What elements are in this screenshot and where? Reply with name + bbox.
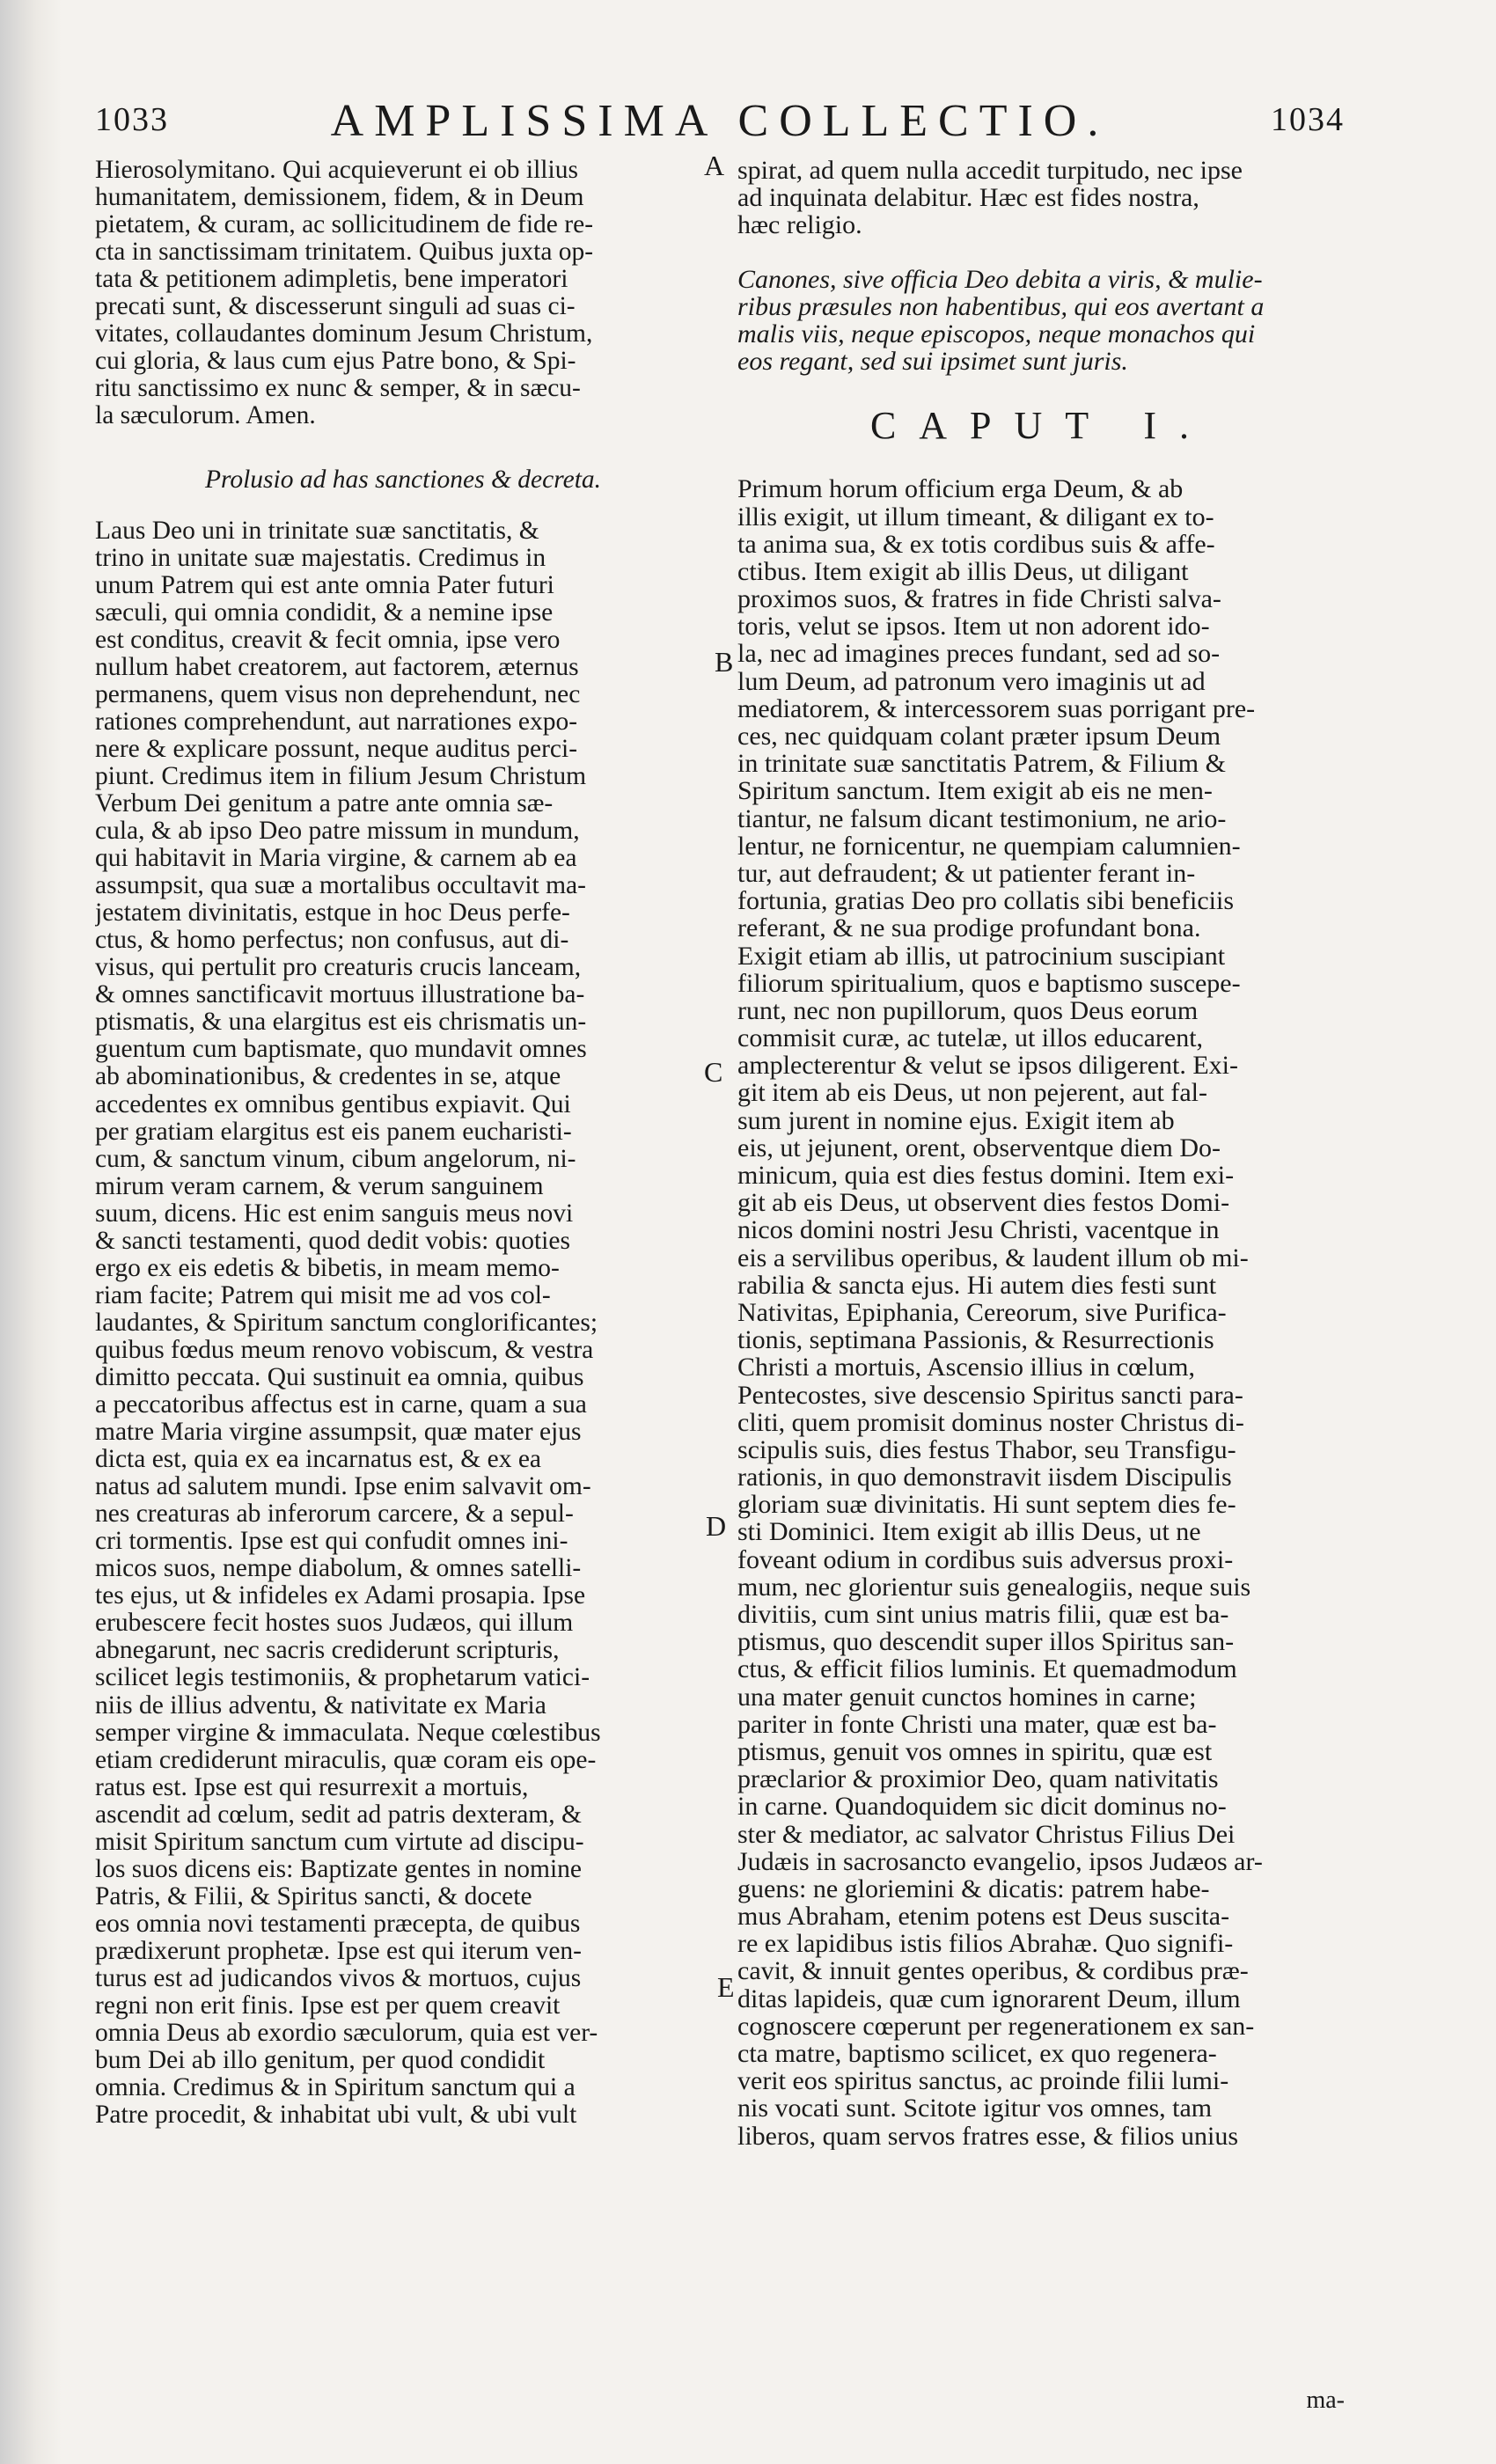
text-line: hæc religio. [737, 210, 862, 240]
text-line: git item ab eis Deus, ut non pejerent, aut fal- [737, 1078, 1208, 1108]
text-line: & omnes sanctificavit mortuus illustratione ba- [95, 980, 585, 1009]
text-line: nes creaturas ab inferorum carcere, & a sepul- [95, 1500, 574, 1529]
text-line: in trinitate suæ sanctitatis Patrem, & Filium & [737, 749, 1226, 779]
text-line: misit Spiritum sanctum cum virtute ad discipu- [95, 1827, 584, 1856]
text-line: vitates, collaudantes dominum Jesum Christum, [95, 319, 593, 348]
text-line: precati sunt, & discesserunt singuli ad suas ci- [95, 292, 576, 321]
text-line: omnia Deus ab exordio sæculorum, quia est ver- [95, 2019, 598, 2048]
text-line: Primum horum officium erga Deum, & ab [737, 474, 1184, 504]
text-line: ptismus, genuit vos omnes in spiritu, quæ est [737, 1736, 1213, 1766]
text-line: abnegarunt, nec sacris crediderunt scripturis, [95, 1636, 560, 1665]
text-line: cui gloria, & laus cum ejus Patre bono, & Spi- [95, 347, 576, 376]
text-line: mus Abraham, etenim potens est Deus suscita- [737, 1902, 1230, 1932]
text-line: Verbum Dei genitum a patre ante omnia sæ- [95, 788, 554, 818]
text-line: los suos dicens eis: Baptizate gentes in nomine [95, 1854, 583, 1883]
running-header [95, 93, 1345, 150]
text-line: in carne. Quandoquidem sic dicit dominus no- [737, 1792, 1227, 1822]
text-line: guentum cum baptismate, quo mundavit omnes [95, 1035, 587, 1064]
text-line: sæculi, qui omnia condidit, & a nemine ipse [95, 598, 554, 627]
text-line: sti Dominici. Item exigit ab illis Deus, ut ne [737, 1517, 1201, 1547]
section-heading: Prolusio ad has sanctiones & decreta. [204, 466, 602, 495]
text-line: permanens, quem visus non deprehendunt, nec [95, 679, 581, 708]
text-line: scilicet legis testimoniis, & prophetarum vatici- [95, 1663, 590, 1692]
spacer [737, 239, 1345, 266]
text-line: una mater genuit cunctos homines in carne; [737, 1682, 1197, 1712]
text-line: Laus Deo uni in trinitate suæ sanctitatis, & [95, 516, 539, 545]
text-line: re ex lapidibus istis filios Abrahæ. Quo signifi- [737, 1929, 1234, 1959]
text-line: unum Patrem qui est ante omnia Pater futuri [95, 570, 554, 599]
text-line: qui habitavit in Maria virgine, & carnem ab ea [95, 844, 577, 873]
text-line: pietatem, & curam, ac sollicitudinem de fide re- [95, 210, 594, 239]
text-line: erubescere fecit hostes suos Judæos, qui illum [95, 1609, 574, 1638]
text-line: ctus, & efficit filios luminis. Et quemadmodum [737, 1654, 1237, 1684]
catchword: ma- [1306, 2387, 1345, 2414]
text-line: suum, dicens. Hic est enim sanguis meus novi [95, 1199, 574, 1228]
text-line: Pentecostes, sive descensio Spiritus sancti para- [737, 1380, 1243, 1410]
text-line: ab abominationibus, & credentes in se, atque [95, 1062, 561, 1091]
text-line: a peccatoribus affectus est in carne, quam a sua [95, 1390, 587, 1419]
margin-letter-b: B [715, 646, 734, 678]
text-line: trino in unitate suæ majestatis. Credimus in [95, 543, 546, 572]
text-line: tes ejus, ut & infideles ex Adami prosapia. Ipse [95, 1581, 586, 1610]
text-line: git ab eis Deus, ut observent dies festos Domi- [737, 1188, 1230, 1218]
text-line: dicta est, quia ex ea incarnatus est, & ex ea [95, 1445, 542, 1474]
text-line: eis a servilibus operibus, & laudent illum ob mi- [737, 1243, 1249, 1272]
text-line: illis exigit, ut illum timeant, & diligant ex to- [737, 502, 1214, 532]
text-line: nis vocati sunt. Scitote igitur vos omnes, tam [737, 2094, 1213, 2123]
text-line: Hierosolymitano. Qui acquieverunt ei ob illius [95, 157, 578, 184]
text-line: tata & petitionem adimpletis, bene imperatori [95, 265, 568, 294]
margin-letter-d: D [706, 1510, 727, 1542]
text-line: verit eos spiritus sanctus, ac proinde filii lumi- [737, 2066, 1229, 2096]
text-line: tur, aut defraudent; & ut patienter ferant in- [737, 858, 1196, 888]
text-line: fortunia, gratias Deo pro collatis sibi beneficiis [737, 886, 1235, 916]
text-line: mirum veram carnem, & verum sanguinem [95, 1171, 544, 1200]
text-line: divitiis, cum sint unius matris filii, quæ est ba- [737, 1600, 1229, 1629]
text-line: nere & explicare possunt, neque auditus perci- [95, 734, 578, 763]
spacer [737, 375, 1345, 394]
chapter-heading: CAPUT I. [869, 404, 1213, 448]
right-page-number: 1034 [1271, 101, 1345, 138]
text-line: guens: ne gloriemini & dicatis: patrem habe- [737, 1874, 1210, 1903]
text-line: cta matre, baptismo scilicet, ex quo regenera- [737, 2039, 1217, 2068]
spacer [95, 495, 711, 517]
text-line: ta anima sua, & ex totis cordibus suis & affe- [737, 529, 1215, 559]
text-line: lum Deum, ad patronum vero imaginis ut ad [737, 666, 1206, 696]
left-column [95, 157, 711, 2129]
text-line: ctus, & homo perfectus; non confusus, aut di- [95, 926, 569, 955]
text-line: est conditus, creavit & fecit omnia, ipse vero [95, 625, 561, 654]
text-line: ptismatis, & una elargitus est eis chrismatis un- [95, 1008, 587, 1037]
text-line: Patris, & Filii, & Spiritus sancti, & docete [95, 1881, 532, 1910]
text-line: tionis, septimana Passionis, & Resurrectionis [737, 1325, 1214, 1355]
text-line: turus est ad judicandos vivos & mortuos, cujus [95, 1964, 582, 1992]
text-line: proximos suos, & fratres in fide Christi salva- [737, 584, 1221, 614]
text-line: Christi a mortuis, Ascensio illius in cœlum, [737, 1353, 1195, 1382]
text-line: jestatem divinitatis, estque in hoc Deus perfe- [95, 898, 570, 928]
text-line: cum, & sanctum vinum, cibum angelorum, ni- [95, 1144, 576, 1173]
text-line: eos omnia novi testamenti præcepta, de quibus [95, 1909, 581, 1938]
text-line: ptismus, quo descendit super illos Spiritus san- [737, 1627, 1235, 1657]
text-line: ad inquinata delabitur. Hæc est fides nostra, [737, 183, 1199, 213]
text-line: tiantur, ne falsum dicant testimonium, ne ario- [737, 803, 1227, 833]
text-line: la, nec ad imagines preces fundant, sed ad so- [737, 639, 1221, 669]
text-line: ditas lapideis, quæ cum ignorarent Deum, illum [737, 1984, 1241, 2013]
text-line: cula, & ab ipso Deo patre missum in mundum, [95, 817, 580, 846]
margin-letter-a: A [704, 150, 725, 181]
text-line: Exigit etiam ab illis, ut patrocinium suscipiant [737, 941, 1226, 971]
canon-title-line: eos regant, sed sui ipsimet sunt juris. [737, 347, 1128, 377]
text-line: ctibus. Item exigit ab illis Deus, ut diligant [737, 556, 1189, 586]
margin-letter-c: C [704, 1056, 723, 1088]
text-line: sum jurent in nomine ejus. Exigit item ab [737, 1105, 1175, 1135]
text-line: humanitatem, demissionem, fidem, & in Deum [95, 183, 584, 212]
text-line: prædixerunt prophetæ. Ipse est qui iterum ven- [95, 1936, 583, 1965]
text-line: cliti, quem promisit dominus noster Christus di- [737, 1407, 1244, 1437]
text-line: ratus est. Ipse est qui resurrexit a mortuis, [95, 1772, 529, 1801]
text-line: cavit, & innuit gentes operibus, & cordibus præ- [737, 1956, 1249, 1986]
text-line: cognoscere cœperunt per regenerationem ex san- [737, 2011, 1255, 2041]
text-line: nicos domini nostri Jesu Christi, vacentque in [737, 1215, 1220, 1245]
text-line: dimitto peccata. Qui sustinuit ea omnia, quibus [95, 1362, 584, 1391]
text-line: runt, nec non pupillorum, quos Deus eorum [737, 995, 1199, 1025]
page-edge-shadow [0, 0, 62, 2464]
text-line: niis de illius adventu, & nativitate ex Maria [95, 1690, 546, 1720]
text-line: & sancti testamenti, quod dedit vobis: quoties [95, 1226, 570, 1255]
text-line: amplecterentur & velut se ipsos diligerent. Exi- [737, 1051, 1239, 1081]
text-line: Spiritum sanctum. Item exigit ab eis ne men- [737, 776, 1213, 806]
left-page-number: 1033 [95, 101, 169, 138]
text-line: quibus fœdus meum renovo vobiscum, & vestra [95, 1335, 594, 1364]
text-line: cta in sanctissimam trinitatem. Quibus juxta op- [95, 238, 594, 267]
text-line: rationes comprehendunt, aut narrationes expo- [95, 707, 578, 736]
canon-title-line: malis viis, neque episcopos, neque monachos qui [737, 319, 1256, 348]
text-line: Judæis in sacrosancto evangelio, ipsos Judæos ar- [737, 1846, 1263, 1876]
text-line: præclarior & proximior Deo, quam nativitatis [737, 1764, 1219, 1794]
text-line: laudantes, & Spiritum sanctum conglorificantes; [95, 1308, 598, 1337]
text-line: eis, ut jejunent, orent, observentque diem Do- [737, 1133, 1221, 1162]
text-line: filiorum spiritualium, quos e baptismo suscepe- [737, 968, 1241, 998]
text-line: Nativitas, Epiphania, Cereorum, sive Purifica- [737, 1297, 1227, 1327]
text-line: rationis, in quo demonstravit iisdem Discipulis [737, 1463, 1232, 1492]
text-line: piunt. Credimus item in filium Jesum Christum [95, 761, 587, 790]
text-line: ritu sanctissimo ex nunc & semper, & in sæcu- [95, 374, 581, 403]
right-column [737, 157, 1345, 2150]
text-line: nullum habet creatorem, aut factorem, æternus [95, 652, 579, 681]
text-line: spirat, ad quem nulla accedit turpitudo, nec ipse [737, 157, 1243, 185]
text-line: pariter in fonte Christi una mater, quæ est ba- [737, 1709, 1217, 1739]
text-line: etiam crediderunt miraculis, quæ coram eis ope- [95, 1745, 597, 1774]
text-line: per gratiam elargitus est eis panem eucharisti- [95, 1117, 572, 1146]
canon-title-line: Canones, sive officia Deo debita a viris, & mulie- [737, 264, 1263, 294]
text-line: mum, nec glorientur suis genealogiis, neque suis [737, 1572, 1251, 1602]
text-line: scipulis suis, dies festus Thabor, seu Transfigu- [737, 1434, 1236, 1464]
text-line: Patre procedit, & inhabitat ubi vult, & ubi vult [95, 2101, 577, 2130]
spacer [95, 429, 711, 466]
text-line: foveant odium in cordibus suis adversus proxi- [737, 1544, 1234, 1574]
text-line: la sæculorum. Amen. [95, 401, 316, 430]
text-line: natus ad salutem mundi. Ipse enim salvavit om- [95, 1472, 591, 1501]
text-line: gloriam suæ divinitatis. Hi sunt septem dies fe- [737, 1490, 1236, 1520]
text-line: regni non erit finis. Ipse est per quem creavit [95, 1991, 561, 2020]
text-line: commisit curæ, ac tutelæ, ut illos educarent, [737, 1023, 1204, 1053]
text-line: toris, velut se ipsos. Item ut non adorent ido- [737, 612, 1210, 642]
text-line: micos suos, nempe diabolum, & omnes satelli- [95, 1554, 582, 1583]
text-line: omnia. Credimus & in Spiritum sanctum qui a [95, 2073, 576, 2102]
text-line: ascendit ad cœlum, sedit ad patris dexteram, & [95, 1800, 582, 1829]
text-line: accedentes ex omnibus gentibus expiavit. Qui [95, 1089, 571, 1118]
text-line: liberos, quam servos fratres esse, & filios unius [737, 2121, 1239, 2150]
margin-letter-e: E [717, 1971, 735, 2003]
text-line: visus, qui pertulit pro creaturis crucis lanceam, [95, 953, 582, 982]
text-line: riam facite; Patrem qui misit me ad vos col- [95, 1280, 551, 1309]
text-line: minicum, quia est dies festus domini. Item exi- [737, 1161, 1235, 1190]
text-line: rabilia & sancta ejus. Hi autem dies festi sunt [737, 1270, 1217, 1300]
text-line: ster & mediator, ac salvator Christus Filius Dei [737, 1819, 1236, 1849]
text-line: mediatorem, & intercessorem suas porrigant pre- [737, 693, 1256, 723]
text-line: semper virgine & immaculata. Neque cœlestibus [95, 1718, 601, 1747]
text-line: matre Maria virgine assumpsit, quæ mater ejus [95, 1418, 582, 1447]
text-line: cri tormentis. Ipse est qui confudit omnes ini- [95, 1527, 568, 1556]
text-line: lentur, ne fornicentur, ne quempiam calumnien- [737, 831, 1241, 861]
spacer [737, 458, 1345, 475]
canon-title-line: ribus præsules non habentibus, qui eos avertant a [737, 291, 1265, 321]
text-line: bum Dei ab illo genitum, per quod condidit [95, 2046, 546, 2075]
running-title: AMPLISSIMA COLLECTIO. [330, 96, 1110, 146]
text-line: referant, & ne sua prodige profundant bona. [737, 913, 1201, 943]
text-line: ces, nec quidquam colant præter ipsum Deum [737, 722, 1221, 751]
text-line: ergo ex eis edetis & bibetis, in meam memo- [95, 1253, 560, 1282]
text-line: assumpsit, qua suæ a mortalibus occultavit ma- [95, 871, 586, 900]
